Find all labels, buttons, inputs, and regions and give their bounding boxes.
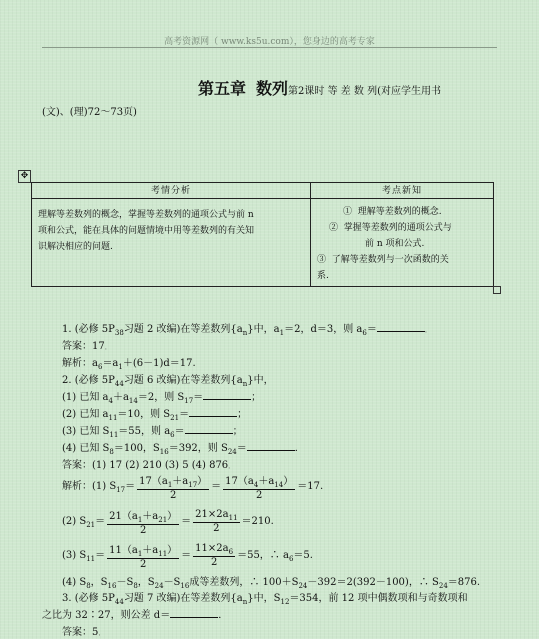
fraction: $\frac{17(a_1+a_{17})}{2}$ bbox=[137, 472, 209, 501]
answer-blank bbox=[170, 607, 218, 618]
solution-2-part-1: 解析：(1) $S_{17}=$ $\frac{17(a_1+a_{17})}{2}$ ＝ $\frac{17(a_4+a_{14})}{2}$ ＝17. bbox=[62, 472, 323, 501]
table-header-analysis: 考情分析 bbox=[32, 183, 311, 199]
question-2-part-3: (3) 已知 $S_{11}=55$，则 $a_6=$ ； bbox=[62, 422, 243, 439]
analysis-table bbox=[31, 182, 494, 287]
question-1: 1. (必修 $5P_{38}$习题 2 改编)在等差数列$\{a_n\}$中，$a_1=2$，d＝3，则 $a_6=$ ． bbox=[62, 320, 432, 337]
answer-blank bbox=[189, 406, 237, 417]
question-2-part-2: (2) 已知 $a_{11}=10$，则 $S_{21}=$ ； bbox=[62, 405, 247, 422]
solution-2-part-3: (3) $S_{11}=$ $\frac{11(a_1+a_{11})}{2}$ ＝ $\frac{11\times 2a_6}{2}$ ＝55，∴ $a_6=5$. bbox=[62, 543, 313, 570]
solution-2-part-2: (2) $S_{21}=$ $\frac{21(a_1+a_{21})}{2}$ ＝ $\frac{21\times 2a_{11}}{2}$ ＝210. bbox=[62, 509, 274, 536]
page-reference: (文)、(理)72～73页) bbox=[42, 107, 137, 118]
fraction: $\frac{11\times 2a_6}{2}$ bbox=[195, 543, 234, 568]
question-2-part-4: (4) 已知 $S_8=100$，$S_{16}=392$，则 $S_{24}=$ ． bbox=[62, 439, 305, 456]
question-3-line-2: 之比为 32∶27，则公差 d＝ ． bbox=[42, 606, 228, 621]
fraction: $\frac{17(a_4+a_{14})}{2}$ bbox=[223, 472, 295, 501]
point-item: ③ 了解等差数列与一次函数的关 bbox=[317, 255, 449, 265]
chapter-number: 第五章 bbox=[198, 79, 247, 98]
chapter-title bbox=[198, 76, 441, 99]
fraction: $\frac{21\times 2a_{11}}{2}$ bbox=[195, 509, 238, 534]
point-item: ① 理解等差数列的概念. bbox=[343, 207, 442, 217]
question-2: 2. (必修 $5P_{44}$习题 6 改编)在等差数列$\{a_n\}$中， bbox=[62, 375, 274, 388]
answer-blank bbox=[247, 440, 295, 451]
answer-3: 答案：5． bbox=[62, 627, 106, 638]
answer-1: 答案：17． bbox=[62, 341, 112, 352]
analysis-line: 识解决相应的问题. bbox=[38, 242, 113, 252]
analysis-line: 理解等差数列的概念，掌握等差数列的通项公式与前 n bbox=[38, 210, 254, 220]
points-cell bbox=[311, 199, 494, 287]
solution-1: 解析：$a_6=a_1+(6-1)d=17$. bbox=[62, 358, 196, 371]
fraction: $\frac{11(a_1+a_{11})}{2}$ bbox=[107, 541, 179, 570]
table-resize-handle[interactable] bbox=[493, 286, 501, 294]
fraction: $\frac{21(a_1+a_{21})}{2}$ bbox=[107, 507, 179, 536]
page-header: 高考资源网（ www.ks5u.com），您身边的高考专家 bbox=[164, 37, 375, 47]
answer-blank bbox=[377, 321, 425, 332]
answer-blank bbox=[185, 423, 233, 434]
point-item: ② 掌握等差数列的通项公式与 bbox=[329, 223, 452, 233]
table-header-points: 考点新知 bbox=[311, 183, 494, 199]
point-item-cont: 前 n 项和公式. bbox=[365, 239, 425, 249]
question-2-part-1: (1) 已知 $a_4+a_{14}=2$，则 $S_{17}=$ ； bbox=[62, 388, 261, 405]
analysis-line: 项和公式，能在具体的问题情境中用等差数列的有关知 bbox=[38, 226, 255, 236]
answer-2: 答案：(1) 17 (2) 210 (3) 5 (4) 876． bbox=[62, 460, 236, 471]
solution-2-part-4: (4) $S_8$，$S_{16}-S_8$，$S_{24}-S_{16}$成等差数列，∴ $100+S_{24}-392=2(392-100)$，∴ $S_{24}=876$. bbox=[62, 577, 481, 590]
chapter-topic: 数列 bbox=[256, 79, 289, 98]
answer-blank bbox=[203, 389, 251, 400]
point-item-cont: 系. bbox=[317, 271, 329, 281]
header-rule bbox=[42, 47, 497, 48]
table-move-handle-icon[interactable]: ✥ bbox=[18, 170, 31, 183]
lesson-subtitle: 第2课时 等 差 数 列(对应学生用书 bbox=[288, 86, 442, 97]
analysis-cell bbox=[32, 199, 311, 287]
question-3: 3. (必修 $5P_{44}$习题 7 改编)在等差数列$\{a_n\}$中，$S_{12}=354$，前 12 项中偶数项和与奇数项和 bbox=[62, 593, 468, 606]
